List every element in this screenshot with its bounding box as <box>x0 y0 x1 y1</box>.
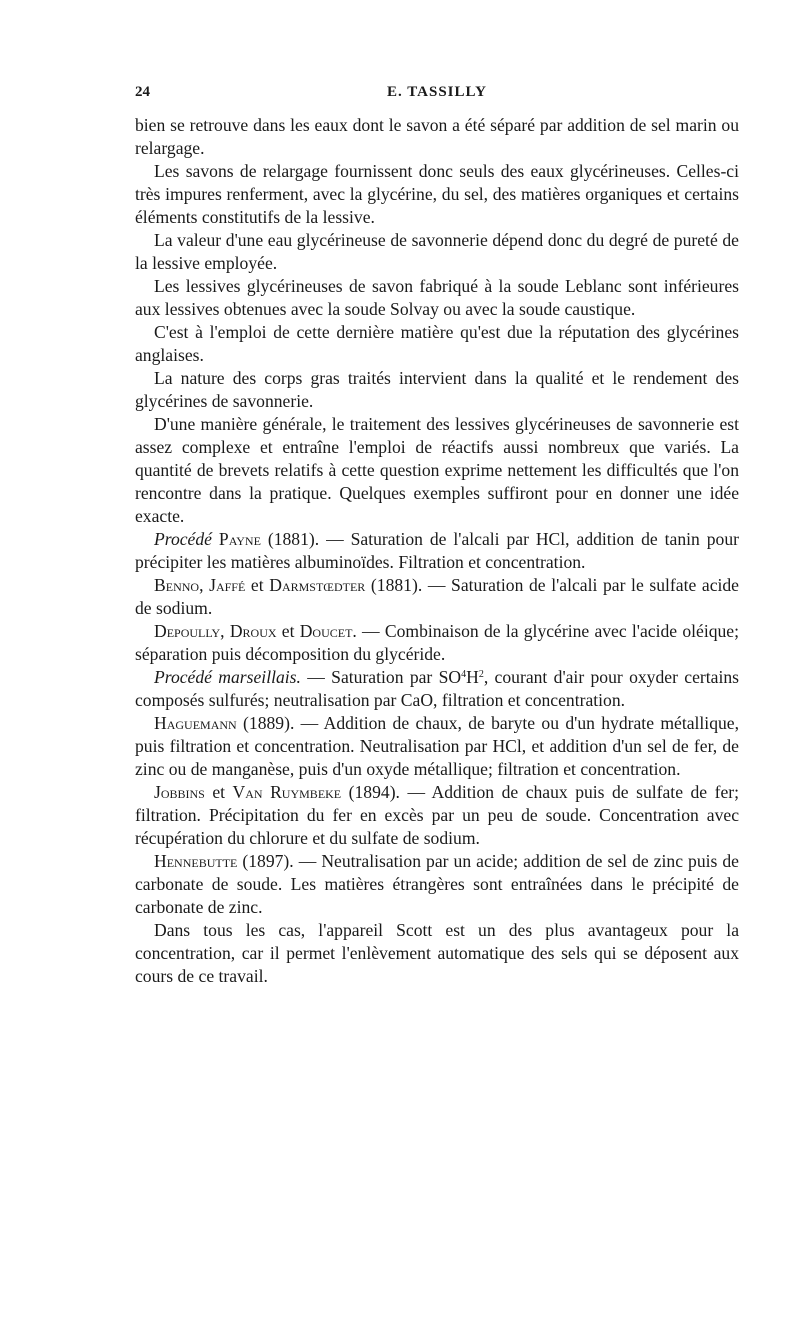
process-description: , courant d'air pour oxyder certains composés sulfurés; neutralisation par CaO, filtration et concentration. <box>135 667 739 710</box>
process-description: . — Combinaison de la glycérine avec l'acide oléique; séparation puis décomposition du glycéride. <box>135 621 739 664</box>
page-number: 24 <box>135 84 150 100</box>
inventor-name: Jobbins <box>154 782 205 802</box>
process-lead: Procédé <box>154 529 212 549</box>
process-lead: Procédé marseillais. <box>154 667 301 687</box>
inventor-name: Droux <box>229 621 277 641</box>
process-description: (1881). — Saturation de l'alcali par le sulfate acide de sodium. <box>135 575 739 618</box>
process-depoully <box>135 620 739 666</box>
process-hennebutte <box>135 850 739 919</box>
inventor-name: Payne <box>218 529 261 549</box>
process-haguemann <box>135 712 739 781</box>
separator: , <box>199 575 210 595</box>
running-title: E. TASSILLY <box>387 84 487 100</box>
process-description: H <box>466 667 479 687</box>
paragraph: D'une manière générale, le traitement des lessives glycérineuses de savonnerie est assez complexe et entraîne l'emploi de réactifs aussi nombreux que variés. La quantité de brevets relatifs à cette question exprime nettement les difficultés que l'on rencontre dans la pratique. Quelques exemples suffiront pour en donner une idée exacte. <box>135 414 739 526</box>
process-description: (1897). — Neutralisation par un acide; addition de sel de zinc puis de carbonate de soude. Les matières étrangères sont entraînées dans le précipité de carbonate de zinc. <box>135 851 739 917</box>
separator: et <box>245 575 270 595</box>
inventor-name: Darmstœdter <box>269 575 366 595</box>
process-description: (1881). — Saturation de l'alcali par HCl, addition de tanin pour précipiter les matières albuminoïdes. Filtration et concentration. <box>135 529 739 572</box>
separator: , <box>220 621 230 641</box>
paragraph: bien se retrouve dans les eaux dont le savon a été séparé par addition de sel marin ou relargage. <box>135 115 739 158</box>
closing-paragraph: Dans tous les cas, l'appareil Scott est un des plus avantageux pour la concentration, car il permet l'enlèvement automatique des sels qui se déposent aux cours de ce travail. <box>135 920 739 986</box>
superscript: 4 <box>461 669 467 680</box>
inventor-name: Depoully <box>154 621 221 641</box>
process-marseillais <box>135 666 739 712</box>
inventor-name: Van Ruymbeke <box>232 782 342 802</box>
inventor-name: Benno <box>154 575 200 595</box>
paragraph: La nature des corps gras traités intervient dans la qualité et le rendement des glycérines de savonnerie. <box>135 368 739 411</box>
process-description: (1889). — Addition de chaux, de baryte ou d'un hydrate métallique, puis filtration et concentration. Neutralisation par HCl, et addition d'un sel de fer, de zinc ou de manganèse, puis d'un oxyde métallique; filtration et concentration. <box>135 713 739 779</box>
paragraph: Les savons de relargage fournissent donc seuls des eaux glycérineuses. Celles-ci très impures renferment, avec la glycérine, du sel, des matières organiques et certains éléments constitutifs de la lessive. <box>135 161 739 227</box>
separator: et <box>204 782 233 802</box>
inventor-name: Haguemann <box>154 713 237 733</box>
superscript: 2 <box>478 669 484 680</box>
book-page <box>135 84 739 988</box>
paragraph: La valeur d'une eau glycérineuse de savonnerie dépend donc du degré de pureté de la lessive employée. <box>135 230 739 273</box>
process-jobbins <box>135 781 739 850</box>
running-head <box>135 84 739 108</box>
process-description: (1894). — Addition de chaux puis de sulfate de fer; filtration. Précipitation du fer en excès par un peu de soude. Concentration avec récupération du chlorure et du sulfate de sodium. <box>135 782 740 848</box>
inventor-name: Jaffé <box>209 575 246 595</box>
separator: et <box>276 621 300 641</box>
process-payne <box>135 528 739 574</box>
inventor-name: Hennebutte <box>154 851 238 871</box>
process-description: — Saturation par SO <box>300 667 462 687</box>
paragraph: Les lessives glycérineuses de savon fabriqué à la soude Leblanc sont inférieures aux lessives obtenues avec la soude Solvay ou avec la soude caustique. <box>135 276 739 319</box>
paragraph: C'est à l'emploi de cette dernière matière qu'est due la réputation des glycérines anglaises. <box>135 322 739 365</box>
process-benno <box>135 574 739 620</box>
body-text <box>135 114 739 988</box>
inventor-name: Doucet <box>299 621 353 641</box>
